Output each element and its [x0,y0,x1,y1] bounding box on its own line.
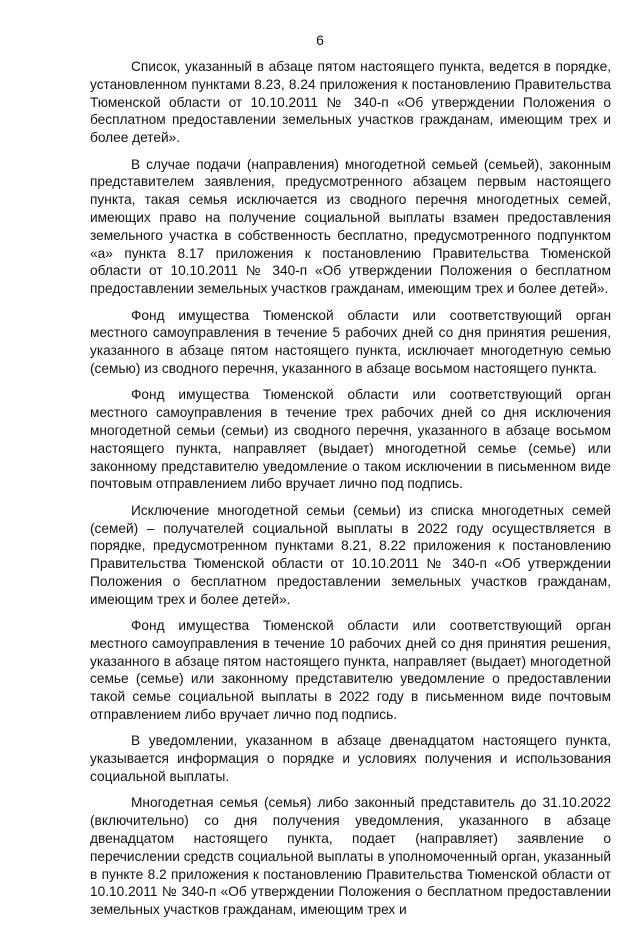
paragraph-5: Исключение многодетной семьи (семьи) из списка многодетных семей (семей) – получателей социальной выплаты в 2022 году осуществляется в порядке, предусмотренном пунктами 8.21, 8.22 приложения к постановлению Правительства Тюменской области от 10.10.2011 № 340-п «Об утверждении Положения о бесплатном предоставлении земельных участков гражданам, имеющим трех и более детей». [90,502,611,607]
paragraph-7: В уведомлении, указанном в абзаце двенадцатом настоящего пункта, указывается информация о порядке и условиях получения и использования социальной выплаты. [90,733,611,785]
paragraph-6: Фонд имущества Тюменской области или соответствующий орган местного самоуправления в течение 10 рабочих дней со дня принятия решения, указанного в абзаце пятом настоящего пункта, направляет (выдает) многодетной семье (семье) или законному представителю уведомление о предоставлении такой семье социальной выплаты в 2022 году в письменном виде почтовым отправлением либо вручает лично под подпись. [90,618,611,723]
paragraph-4: Фонд имущества Тюменской области или соответствующий орган местного самоуправления в течение трех рабочих дней со дня исключения многодетной семьи (семьи) из сводного перечня, указанного в абзаце восьмом настоящего пункта, направляет (выдает) многодетной семье (семье) или законному представителю уведомление о таком исключении в письменном виде почтовым отправлением либо вручает лично под подпись. [90,387,611,492]
document-body [90,58,611,928]
paragraph-8: Многодетная семья (семья) либо законный представитель до 31.10.2022 (включительно) со дня получения уведомления, указанного в абзаце двенадцатом настоящего пункта, подает (направляет) заявление о перечислении средств социальной выплаты в уполномоченный орган, указанный в пункте 8.2 приложения к постановлению Правительства Тюменской области от 10.10.2011 № 340-п «Об утверждении Положения о бесплатном предоставлении земельных участков гражданам, имеющим трех и [90,795,611,918]
paragraph-3: Фонд имущества Тюменской области или соответствующий орган местного самоуправления в течение 5 рабочих дней со дня принятия решения, указанного в абзаце пятом настоящего пункта, исключает многодетную семью (семью) из сводного перечня, указанного в абзаце восьмом настоящего пункта. [90,307,611,376]
paragraph-1: Список, указанный в абзаце пятом настоящего пункта, ведется в порядке, установленном пунктами 8.23, 8.24 приложения к постановлению Правительства Тюменской области от 10.10.2011 № 340-п «Об утверждении Положения о бесплатном предоставлении земельных участков гражданам, имеющим трех и более детей». [90,59,611,146]
paragraph-2: В случае подачи (направления) многодетной семьей (семьей), законным представителем заявления, предусмотренного абзацем первым настоящего пункта, такая семья исключается из сводного перечня многодетных семей, имеющих право на получение социальной выплаты взамен предоставления земельного участка в собственность бесплатно, предусмотренного подпунктом «а» пункта 8.17 приложения к постановлению Правительства Тюменской области от 10.10.2011 № 340-п «Об утверждении Положения о бесплатном предоставлении земельных участков гражданам, имеющим трех и более детей». [90,156,611,297]
page-number: 6 [316,32,324,48]
